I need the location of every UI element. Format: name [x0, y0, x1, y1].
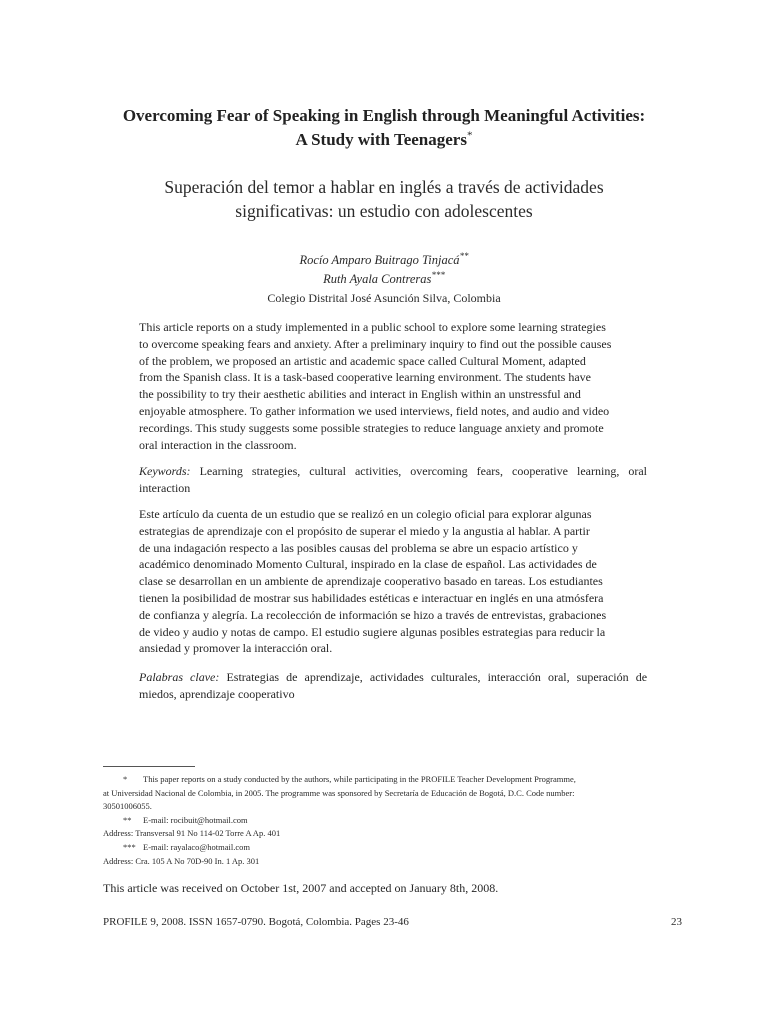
author-1-footnote-mark[interactable]: **: [459, 250, 469, 261]
english-title: [60, 104, 708, 152]
footnote-2-mark: **: [123, 814, 132, 825]
abstract-spanish: [139, 506, 647, 657]
keywords-english: [139, 463, 647, 497]
author-1-name: Rocío Amparo Buitrago Tinjacá: [299, 253, 460, 267]
affiliation: Colegio Distrital José Asunción Silva, Colombia: [267, 291, 501, 305]
resumen-line: de confianza y alegría. La recolección de información se hizo a través de entrevistas, grabaciones: [139, 607, 607, 622]
abstract-english: [139, 319, 647, 453]
footnote-2-address: Address: Transversal 91 No 114-02 Torre A Ap. 401: [103, 828, 281, 839]
abstract-line: This article reports on a study implemented in a public school to explore some learning strategies: [139, 320, 606, 334]
author-2-footnote-mark[interactable]: ***: [431, 269, 445, 280]
english-title-line-2: [60, 128, 708, 152]
abstract-line: to overcome speaking fears and anxiety. After a preliminary inquiry to find out the possible causes: [139, 336, 612, 351]
abstract-line: of the problem, we proposed an artistic and academic space called Cultural Moment, adapted: [139, 353, 586, 368]
spanish-title-line-1: Superación del temor a hablar en inglés a través de actividades: [164, 177, 604, 197]
abstract-line: oral interaction in the classroom.: [139, 437, 297, 452]
author-2-name: Ruth Ayala Contreras: [323, 272, 432, 286]
spanish-title: [60, 175, 708, 223]
footnote-1-code: 30501006055.: [103, 801, 152, 812]
keywords-text: Learning strategies, cultural activities, overcoming fears, cooperative learning, oral interaction: [139, 464, 647, 495]
keywords-label: Keywords:: [139, 464, 191, 478]
palabras-clave-text: Estrategias de aprendizaje, actividades culturales, interacción oral, superación de miedos, aprendizaje cooperativo: [139, 670, 648, 701]
keywords-spanish: [139, 669, 647, 703]
palabras-clave-label: Palabras clave:: [139, 670, 220, 684]
resumen-line: de video y audio y notas de campo. El estudio sugiere algunas posibles estrategias para reducir la: [139, 624, 606, 639]
resumen-line: Este artículo da cuenta de un estudio que se realizó en un colegio oficial para explorar algunas: [139, 507, 592, 521]
footnote-1-text: This paper reports on a study conducted by the authors, while participating in the PROFILE Teacher Development Programme,: [143, 774, 576, 784]
resumen-line: académico denominado Momento Cultural, inspirado en la clase de español. Las actividades de: [139, 557, 597, 572]
footnote-3-email[interactable]: E-mail: rayalaco@hotmail.com: [143, 841, 250, 852]
footnote-2: [103, 814, 683, 828]
spanish-title-line-2: significativas: un estudio con adolescentes: [235, 201, 533, 221]
received-note: This article was received on October 1st, 2007 and accepted on January 8th, 2008.: [103, 881, 499, 895]
footnote-3: [103, 841, 683, 855]
resumen-line: ansiedad y promover la interacción oral.: [139, 641, 333, 656]
footnote-1-continued: at Universidad Nacional de Colombia, in 2005. The programme was sponsored by Secretaría de Educación de Bogotá, D.C. Code number:: [103, 787, 575, 798]
abstract-line: enjoyable atmosphere. To gather information we used interviews, field notes, and audio and video: [139, 403, 610, 418]
author-2: [0, 270, 768, 289]
resumen-line: clase se desarrollan en un ambiente de aprendizaje cooperativo basado en tareas. Los estudiantes: [139, 574, 603, 589]
footnote-2-email[interactable]: E-mail: rocibuit@hotmail.com: [143, 814, 248, 825]
resumen-line: tienen la posibilidad de mostrar sus habilidades estéticas e interactuar en inglés en una atmósfera: [139, 590, 604, 605]
footnote-1: [103, 773, 683, 787]
journal-citation: PROFILE 9, 2008. ISSN 1657-0790. Bogotá, Colombia. Pages 23-46: [103, 916, 409, 928]
footnote-divider: [103, 766, 195, 767]
author-block: [0, 251, 768, 308]
footnotes: [103, 773, 683, 868]
footnote-3-address: Address: Cra. 105 A No 70D-90 In. 1 Ap. 301: [103, 855, 260, 866]
resumen-line: estrategias de aprendizaje con el propósito de superar el miedo y la angustia al hablar. A partir: [139, 523, 590, 538]
footnote-3-mark: ***: [123, 841, 136, 852]
page-number: 23: [671, 916, 682, 928]
abstract-line: from the Spanish class. It is a task-based cooperative learning environment. The students have: [139, 370, 591, 385]
abstract-line: the possibility to try their aesthetic abilities and interact in English within an unstressful and: [139, 387, 581, 402]
resumen-line: de una indagación respecto a las posibles causas del problema se abre un espacio artístico y: [139, 540, 578, 555]
author-1: [0, 251, 768, 270]
title-footnote-mark[interactable]: *: [466, 129, 473, 142]
footnote-1-mark: *: [123, 774, 128, 784]
english-title-text: A Study with Teenagers: [295, 130, 467, 149]
abstract-line: recordings. This study suggests some possible strategies to reduce language anxiety and promote: [139, 420, 604, 435]
english-title-line-1: Overcoming Fear of Speaking in English through Meaningful Activities:: [122, 106, 646, 125]
